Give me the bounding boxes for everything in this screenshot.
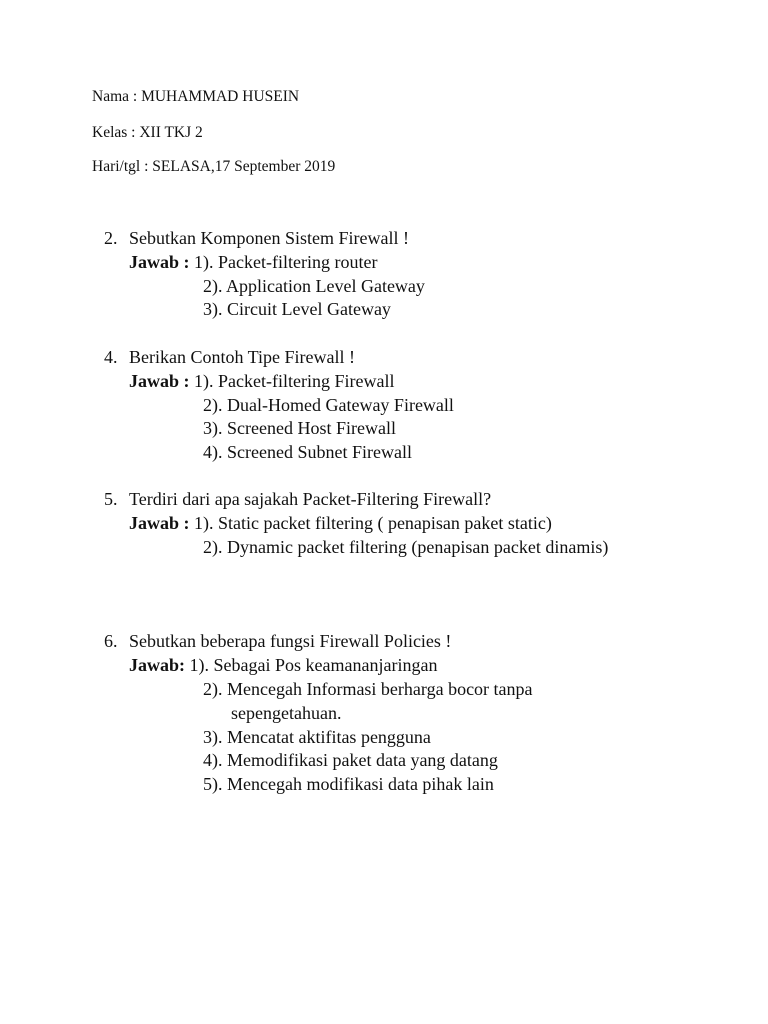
answer-text: 1). Sebagai Pos keamananjaringan	[189, 655, 438, 675]
answer-line: 5). Mencegah modifikasi data pihak lain	[203, 774, 494, 794]
question-5	[104, 489, 491, 510]
student-name: Nama : MUHAMMAD HUSEIN	[92, 88, 300, 105]
date-line: Hari/tgl : SELASA,17 September 2019	[92, 158, 336, 175]
answer-line: 3). Circuit Level Gateway	[203, 299, 391, 319]
jawab-label: Jawab:	[129, 655, 186, 675]
answer-line: 3). Mencatat aktifitas pengguna	[203, 727, 431, 747]
question-text: Sebutkan beberapa fungsi Firewall Policies !	[129, 631, 452, 651]
question-number: 6.	[104, 631, 118, 651]
answer-line: 4). Memodifikasi paket data yang datang	[203, 750, 498, 770]
jawab-label: Jawab :	[129, 513, 190, 533]
answer-line	[129, 655, 437, 676]
answer-line: 2). Application Level Gateway	[203, 276, 425, 296]
answer-line-continuation: sepengetahuan.	[231, 703, 342, 723]
student-class: Kelas : XII TKJ 2	[92, 124, 203, 141]
answer-line: 3). Screened Host Firewall	[203, 418, 396, 438]
answer-text: 1). Packet-filtering router	[194, 252, 378, 272]
question-2	[104, 228, 409, 249]
answer-line: 2). Dual-Homed Gateway Firewall	[203, 395, 454, 415]
question-4	[104, 347, 355, 368]
jawab-label: Jawab :	[129, 252, 190, 272]
answer-line: 4). Screened Subnet Firewall	[203, 442, 412, 462]
question-number: 2.	[104, 228, 118, 248]
question-6	[104, 631, 451, 652]
answer-line: 2). Dynamic packet filtering (penapisan packet dinamis)	[203, 537, 609, 557]
answer-text: 1). Static packet filtering ( penapisan paket static)	[194, 513, 552, 533]
question-text: Terdiri dari apa sajakah Packet-Filtering Firewall?	[129, 489, 492, 509]
answer-line	[129, 371, 394, 392]
question-number: 5.	[104, 489, 118, 509]
answer-line	[129, 252, 377, 273]
answer-line	[129, 513, 552, 534]
question-text: Berikan Contoh Tipe Firewall !	[129, 347, 355, 367]
jawab-label: Jawab :	[129, 371, 190, 391]
answer-line: 2). Mencegah Informasi berharga bocor tanpa	[203, 679, 533, 699]
question-text: Sebutkan Komponen Sistem Firewall !	[129, 228, 409, 248]
answer-text: 1). Packet-filtering Firewall	[194, 371, 395, 391]
question-number: 4.	[104, 347, 118, 367]
